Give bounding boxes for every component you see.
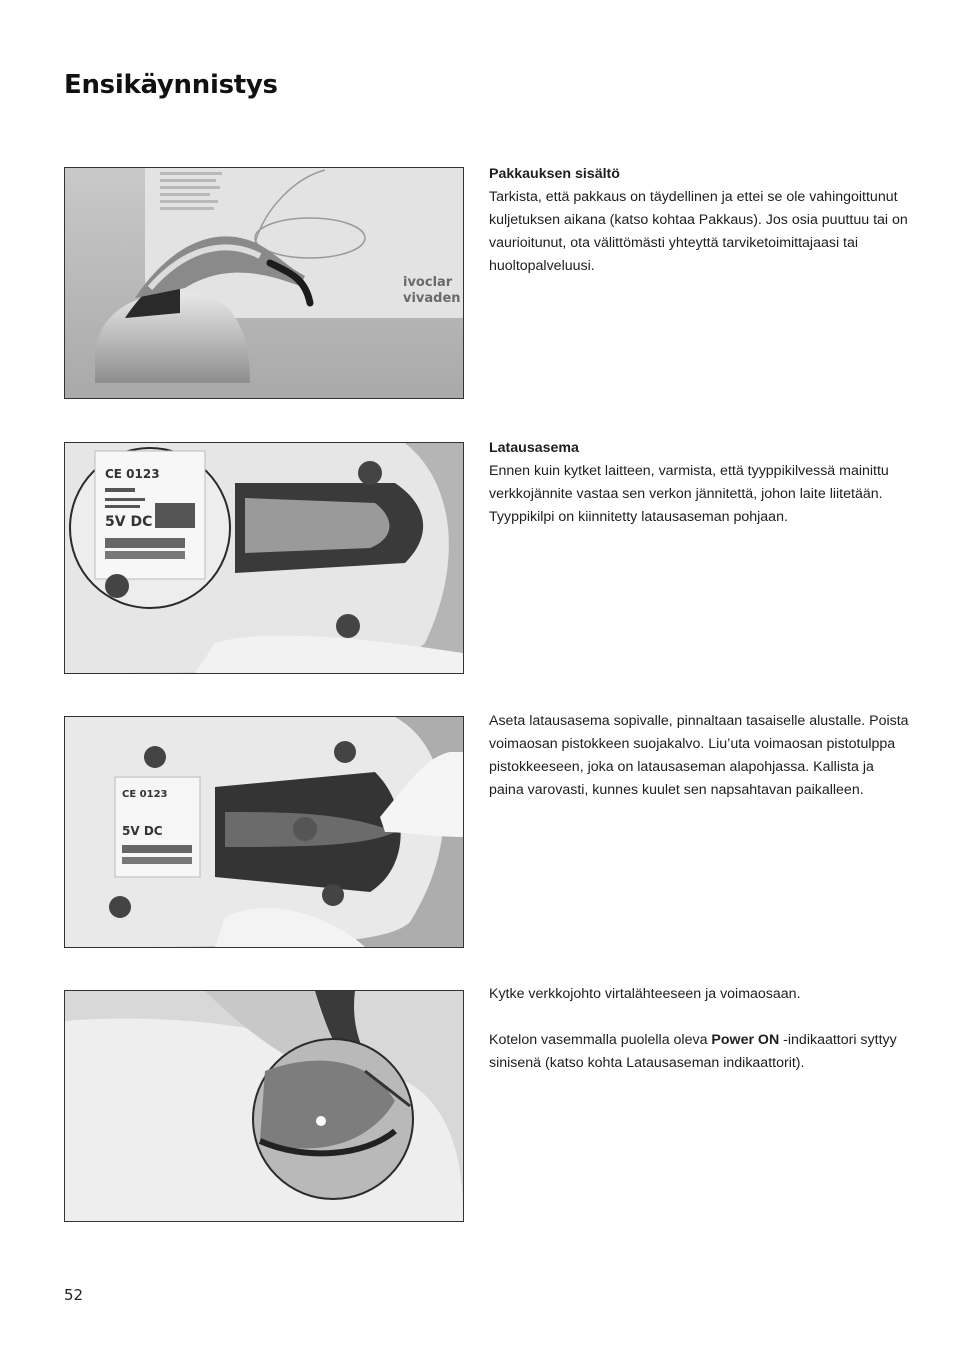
power-on-label: Power ON	[711, 1032, 780, 1048]
charging-station-label-illustration	[65, 443, 463, 673]
section-body-connect-cable: Kytke verkkojohto virtalähteeseen ja voimaosaan.	[489, 986, 801, 1002]
power-indicator-illustration	[65, 991, 463, 1221]
page-number: 52	[64, 1286, 84, 1304]
ce-mark-text-2: CE 0123	[122, 789, 168, 800]
section-heading-charging-station: Latausasema	[489, 440, 579, 456]
section-power-on-text	[489, 983, 909, 1075]
section-body-power-indicator	[489, 1029, 909, 1075]
inserting-plug-photo	[64, 716, 464, 948]
brand-text-line2: vivaden	[403, 291, 461, 306]
power-indicator-text-before: Kotelon vasemmalla puolella oleva	[489, 1032, 712, 1048]
charging-station-label-photo	[64, 442, 464, 674]
packaging-photo	[64, 167, 464, 399]
section-charging-station-text	[489, 437, 909, 529]
brand-text-line1: ivoclar	[403, 275, 453, 290]
inserting-plug-illustration	[65, 717, 463, 947]
power-indicator-text-after: -indikaattori syttyy sinisenä (katso kohta Latausaseman indikaattorit).	[489, 1032, 897, 1071]
section-body-insert-plug: Aseta latausasema sopivalle, pinnaltaan tasaiselle alustalle. Poista voimaosan pistokkeen suojakalvo. Liu’uta voimaosan pistotulppa pistokkeeseen, joka on latausaseman alapohjassa. Kallista ja paina varovasti, kunnes kuulet sen napsahtavan paikalleen.	[489, 713, 909, 798]
voltage-text-2: 5V DC	[122, 824, 163, 838]
section-packaging-text	[489, 163, 909, 278]
section-body-charging-station: Ennen kuin kytket laitteen, varmista, että tyyppikilvessä mainittu verkkojännite vastaa sen verkon jännitettä, johon laite liitetään. Tyyppikilpi on kiinnitetty latausaseman pohjaan.	[489, 463, 889, 525]
page-title: Ensikäynnistys	[64, 70, 278, 100]
section-insert-plug-text	[489, 710, 909, 802]
power-indicator-photo	[64, 990, 464, 1222]
ce-mark-text: CE 0123	[105, 467, 160, 481]
voltage-text: 5V DC	[105, 514, 153, 530]
packaging-illustration	[65, 168, 463, 398]
section-heading-packaging: Pakkauksen sisältö	[489, 166, 620, 182]
section-body-packaging: Tarkista, että pakkaus on täydellinen ja ettei se ole vahingoittunut kuljetuksen aikana (katso kohtaa Pakkaus). Jos osia puuttuu tai on vaurioitunut, ota välittömästi yhteyttä tarviketoimittajaasi tai huoltopalveluusi.	[489, 189, 908, 274]
